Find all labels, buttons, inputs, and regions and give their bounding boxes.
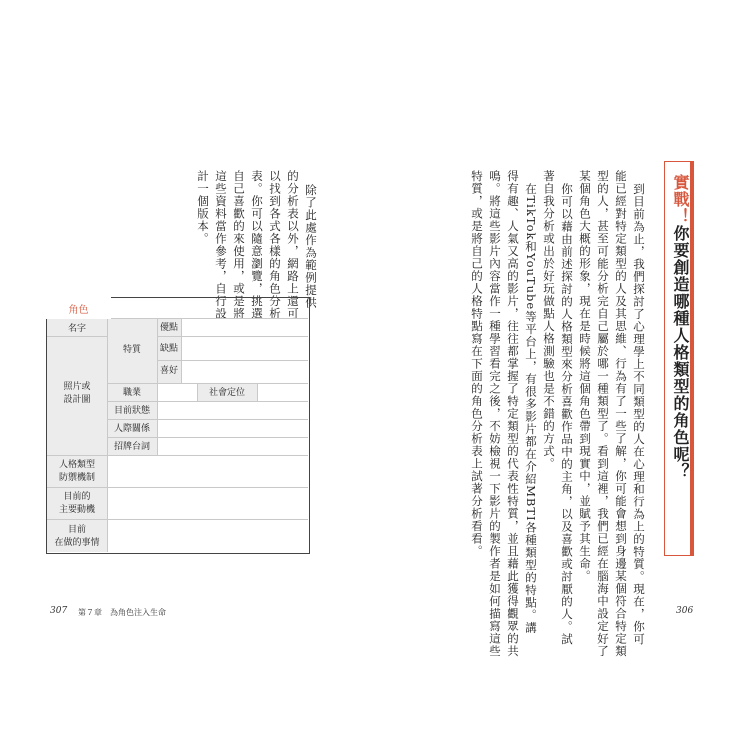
- sheet-tab-label: 角色: [68, 305, 89, 316]
- title-prefix: 實戰！: [671, 174, 690, 225]
- label-column-shade: [47, 318, 107, 552]
- current-state-label: 目前狀態: [113, 406, 150, 416]
- rule: [157, 360, 308, 361]
- left-text-line-5: 自己喜歡的來使用，或是將: [232, 170, 246, 320]
- rule: [257, 383, 258, 401]
- right-text-line-2: 能已經對特定類型的人及其思維、行為有了一些了解，你可能會想到身邊某個符合特定類: [614, 170, 628, 658]
- rule: [107, 419, 308, 420]
- defense-mechanism-label: 防禦機制: [58, 473, 95, 483]
- weaknesses-label: 缺點: [159, 344, 178, 354]
- rule: [47, 336, 107, 337]
- left-page-number: 307: [50, 606, 68, 616]
- likes-label: 喜好: [159, 366, 178, 376]
- right-text-line-6: 著自我分析或出於好玩做點人格測驗也是不錯的方式。: [542, 170, 556, 470]
- title-main: 你要創造哪種人格類型的角色呢？: [671, 225, 690, 480]
- right-page-number: 306: [676, 606, 694, 616]
- rule: [47, 487, 308, 488]
- character-sheet: [46, 297, 310, 554]
- left-text-line-3: 以找到各式各樣的角色分析: [268, 170, 282, 320]
- relationships-label: 人際關係: [113, 424, 150, 434]
- sheet-tab: [46, 297, 111, 319]
- photo-label-1: 照片或: [63, 382, 91, 392]
- rule: [107, 383, 308, 384]
- section-title: [669, 174, 692, 480]
- rule: [107, 401, 308, 402]
- rule: [157, 318, 158, 455]
- strengths-label: 優點: [159, 323, 178, 333]
- photo-label-2: 設計圖: [63, 395, 91, 405]
- right-text-line-8: 得有趣、人氣又高的影片，往往都掌握了特定類型的代表性特質，並且藉此獲得觀眾的共: [506, 170, 520, 658]
- social-position-label: 社會定位: [208, 388, 245, 398]
- doing-label-2: 在做的事情: [54, 538, 100, 548]
- right-text-line-4: 某個角色大概的形象，現在是時候將這個角色帶到現實中，並賦予其生命。: [578, 170, 592, 583]
- rule: [47, 519, 308, 520]
- rule: [181, 318, 182, 383]
- right-text-line-3: 型的人，甚至可能分析完自己屬於哪一種類型了。看到這裡，我們已經在腦海中設定好了: [596, 170, 610, 658]
- left-text-line-2: 的分析表以外，網路上還可: [286, 170, 300, 320]
- doing-label-1: 目前: [67, 525, 86, 535]
- motive-label-2: 主要動機: [58, 505, 95, 515]
- right-text-line-1: 到目前為止，我們探討了心理學上不同類型的人在心理和行為上的特質。現在，你可: [632, 183, 646, 646]
- left-text-line-6: 這些資料當作參考，自行設: [214, 170, 228, 320]
- catchphrase-label: 招牌台詞: [113, 442, 150, 452]
- right-text-line-10: 特質，或是將自己的人格特點寫在下面的角色分析表上試著分析看看。: [470, 170, 484, 558]
- running-head: 第７章 為角色注入生命: [78, 608, 166, 617]
- personality-type-label: 人格類型: [58, 460, 95, 470]
- name-label: 名字: [67, 324, 86, 334]
- rule: [47, 455, 308, 456]
- right-text-line-9: 鳴。將這些影片內容當作一種學習看完之後，不妨檢視一下影片的製作者是如何描寫這些: [488, 170, 502, 658]
- left-text-line-1: 除了此處作為範例提供: [304, 184, 318, 309]
- rule: [157, 336, 308, 337]
- section-title-box: [664, 161, 694, 556]
- rule: [107, 437, 308, 438]
- left-text-line-4: 表。你可以隨意瀏覽，挑選: [250, 170, 264, 320]
- occupation-label: 職業: [122, 388, 141, 398]
- motive-label-1: 目前的: [63, 492, 91, 502]
- traits-label: 特質: [122, 345, 141, 355]
- left-text-line-7: 計一個版本。: [196, 170, 210, 245]
- right-text-line-7: 在TikTok和YouTube等平台上，有很多影片都在介紹MBTI各種類型的特點。講: [524, 183, 538, 635]
- right-text-line-5: 你可以藉由前述探討的人格類型來分析喜歡作品中的主角，以及喜歡或討厭的人。試: [560, 183, 574, 646]
